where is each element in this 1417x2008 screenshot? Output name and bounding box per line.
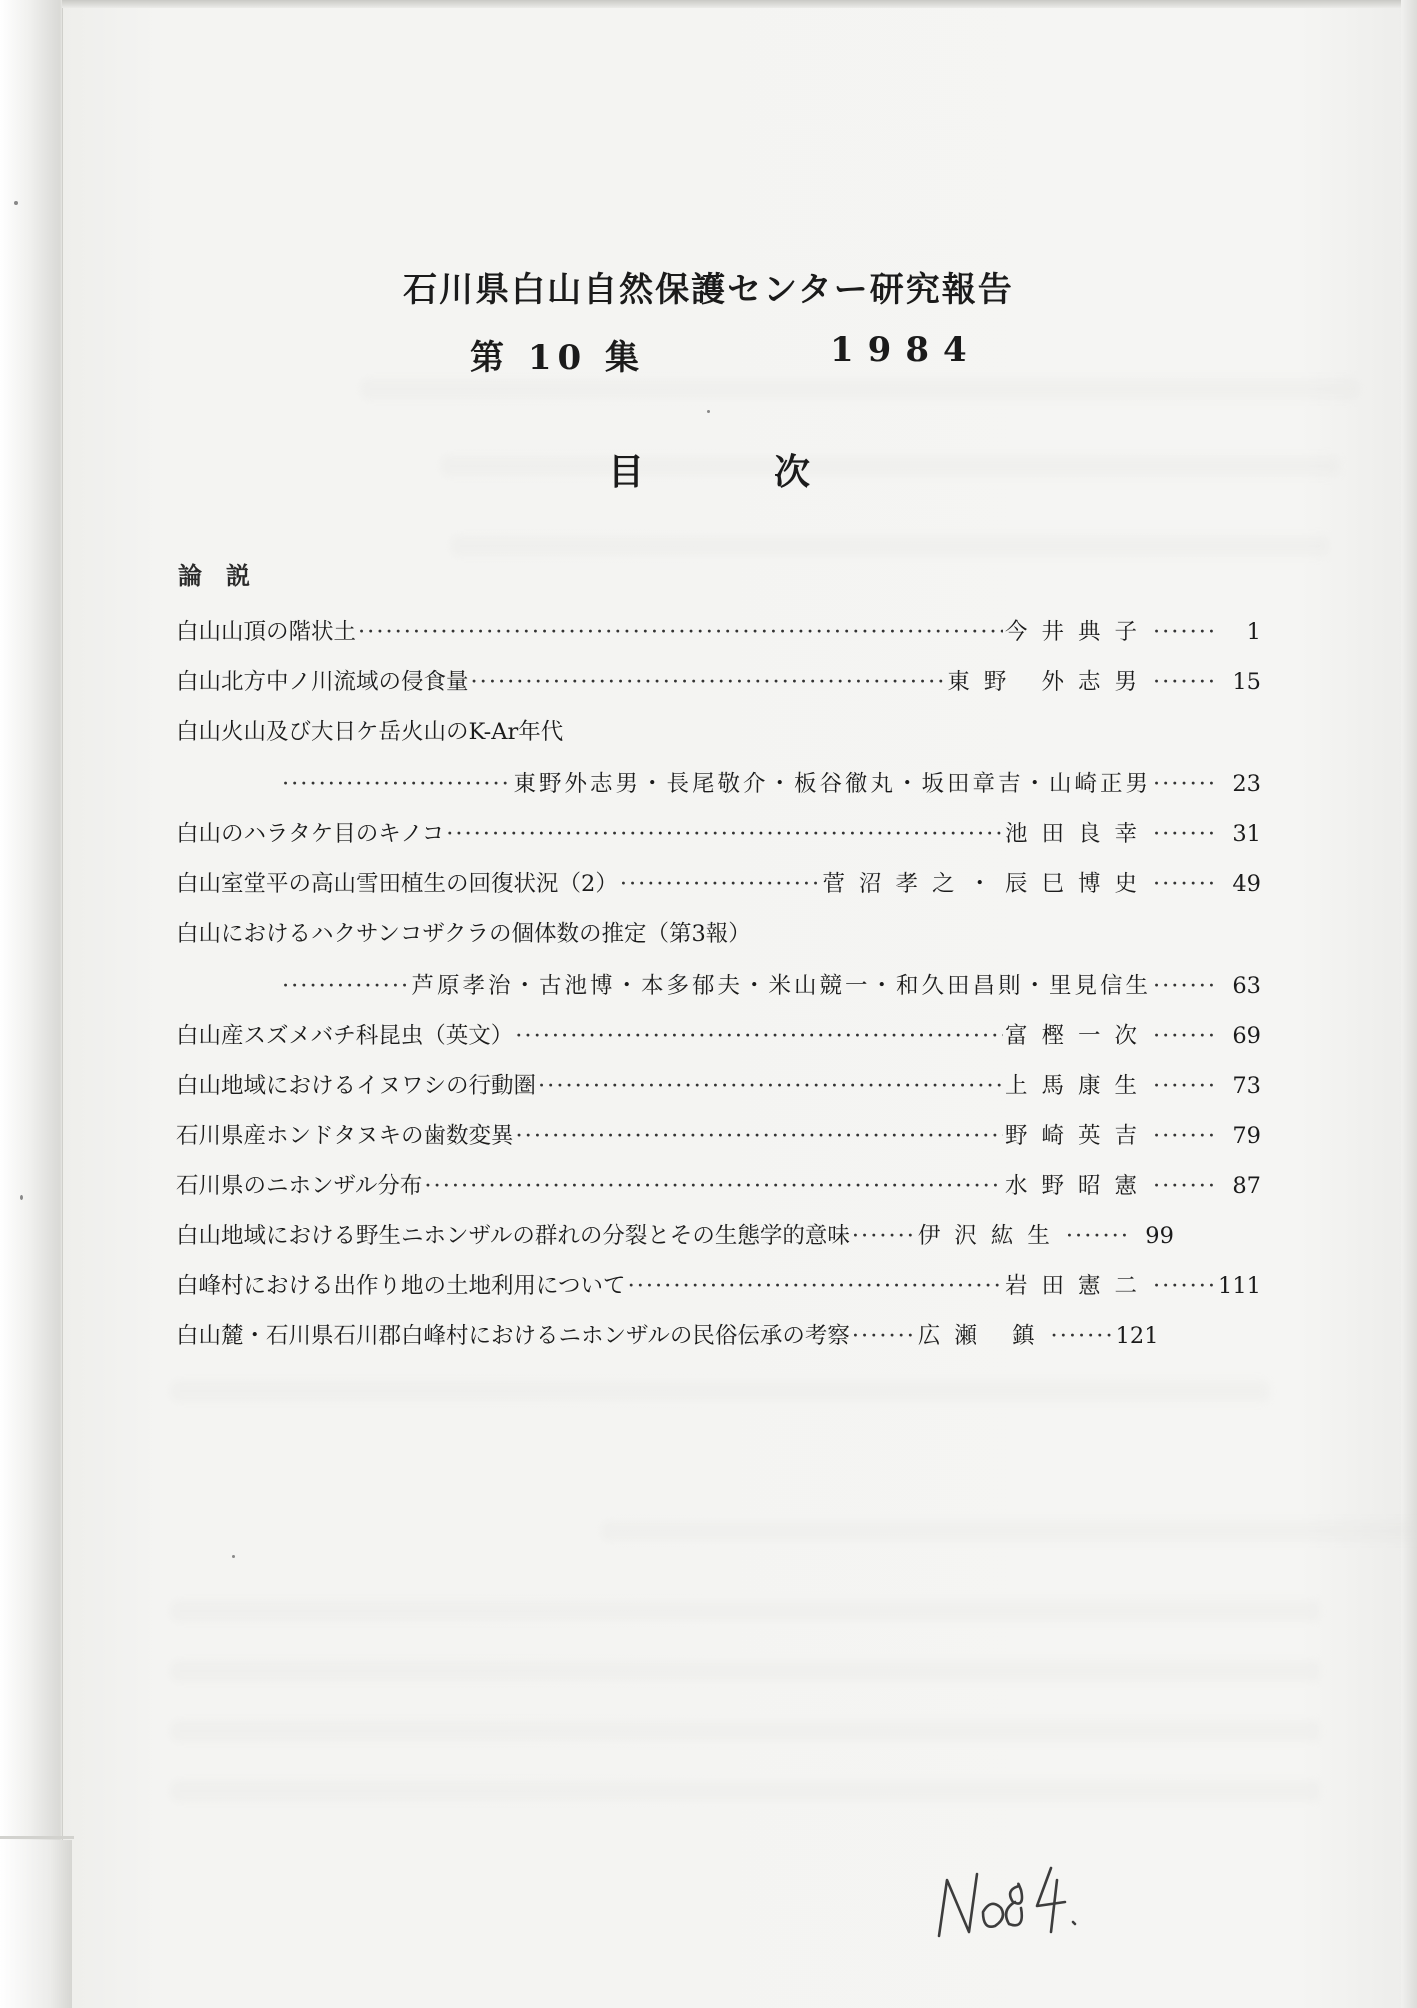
toc-leader-dots: [1153, 1123, 1213, 1149]
toc-leader-dots: [446, 821, 1003, 847]
toc-leader-dots: [1153, 771, 1213, 797]
toc-entry-page: 87: [1232, 1173, 1261, 1199]
toc-entry: [176, 1068, 1261, 1098]
toc-entry-authors: 水野昭憲: [1004, 1173, 1151, 1199]
dust-speck: [707, 410, 710, 413]
toc-entry-page: 23: [1232, 771, 1261, 797]
toc-entry: [280, 766, 1261, 796]
toc-leader-dots: [1153, 1023, 1213, 1049]
volume-year: 1984: [830, 330, 981, 370]
binding-edge-step: [0, 1836, 74, 1839]
show-through: [450, 535, 1330, 557]
toc-entry-authors: 今井典子: [1004, 619, 1151, 645]
toc-entry: [176, 1318, 1261, 1348]
toc-entry-title: 白山地域におけるイヌワシの行動圏: [176, 1073, 537, 1099]
toc-leader-dots: [515, 1023, 1003, 1049]
dust-speck: [14, 201, 18, 205]
toc-leader-dots: [1153, 619, 1213, 645]
toc-leader-dots: [628, 1273, 1003, 1299]
toc-entry-authors: 池田良幸: [1004, 821, 1151, 847]
toc-entry-authors: 芦原孝治・古池博・本多郁夫・米山競一・和久田昌則・里見信生: [411, 973, 1151, 999]
toc-entry-page: 15: [1232, 669, 1261, 695]
show-through: [170, 1600, 1320, 1622]
toc-entry-title: 白山山頂の階状土: [176, 619, 357, 645]
toc-leader-dots: [424, 1173, 1003, 1199]
section-label: 論説: [178, 561, 274, 590]
toc-entry-page: 73: [1232, 1073, 1261, 1099]
toc-entry-page: 121: [1115, 1323, 1159, 1349]
toc-leader-dots: [852, 1323, 916, 1349]
show-through: [170, 1780, 1320, 1802]
journal-title: 石川県白山自然保護センター研究報告: [403, 270, 1014, 310]
toc-heading: 目次: [608, 451, 941, 493]
toc-entry: [176, 1168, 1261, 1198]
toc-entry-title: 白山火山及び大日ケ岳火山のK-Ar年代: [176, 719, 564, 745]
toc-leader-dots: [538, 1073, 1003, 1099]
toc-leader-dots: [1153, 1073, 1213, 1099]
handwritten-note: [925, 1840, 1085, 1960]
toc-entry-page: 49: [1232, 871, 1261, 897]
toc-entry-title: 白山におけるハクサンコザクラの個体数の推定（第3報）: [176, 921, 751, 947]
toc-entry-page: 31: [1232, 821, 1261, 847]
toc-entry-title: 白山地域における野生ニホンザルの群れの分裂とその生態学的意味: [176, 1223, 850, 1249]
toc-entry: [280, 968, 1261, 998]
toc-entry: [176, 664, 1261, 694]
dust-speck: [20, 1195, 23, 1200]
dust-speck: [232, 1555, 235, 1558]
toc-entry-title: 石川県のニホンザル分布: [176, 1173, 423, 1199]
toc-leader-dots: [852, 1223, 916, 1249]
toc-entry-page: 69: [1232, 1023, 1261, 1049]
toc-entry-page: 79: [1232, 1123, 1261, 1149]
volume-label: 第 10 集: [470, 338, 645, 378]
toc-entry-title: 白山室堂平の高山雪田植生の回復状況（2）: [176, 871, 618, 897]
toc-leader-dots: [1051, 1323, 1111, 1349]
toc-entry-page: 99: [1145, 1223, 1174, 1249]
binding-edge-lower: [0, 1840, 72, 2008]
toc-entry-authors: 伊沢紘生: [917, 1223, 1064, 1249]
show-through: [600, 1520, 1417, 1542]
toc-leader-dots: [1153, 1273, 1213, 1299]
show-through: [170, 1660, 1320, 1682]
toc-leader-dots: [282, 771, 511, 797]
toc-entry-authors: 上馬康生: [1004, 1073, 1151, 1099]
show-through: [360, 378, 1360, 400]
toc-entry-authors: 富樫一次: [1004, 1023, 1151, 1049]
toc-entry-title: 白山麓・石川県石川郡白峰村におけるニホンザルの民俗伝承の考察: [176, 1323, 850, 1349]
top-edge-shadow: [62, 0, 1417, 8]
show-through: [170, 1380, 1270, 1402]
toc-leader-dots: [620, 871, 821, 897]
toc-leader-dots: [1153, 871, 1213, 897]
toc-entry: [176, 1268, 1261, 1298]
toc-entry-authors: 岩田憲二: [1004, 1273, 1151, 1299]
toc-entry-page: 63: [1232, 973, 1261, 999]
toc-entry-title: 白山のハラタケ目のキノコ: [176, 821, 445, 847]
toc-entry-title: 白峰村における出作り地の土地利用について: [176, 1273, 626, 1299]
toc-entry-page: 111: [1218, 1273, 1261, 1299]
toc-entry-authors: 東野 外志男: [947, 669, 1151, 695]
toc-entry-title: 白山北方中ノ川流域の侵食量: [176, 669, 469, 695]
toc-leader-dots: [1153, 821, 1213, 847]
toc-entry: [176, 1218, 1261, 1248]
toc-entry-authors: 野崎英吉: [1004, 1123, 1151, 1149]
toc-leader-dots: [1153, 1173, 1213, 1199]
toc-leader-dots: [471, 669, 946, 695]
toc-entry-page: 1: [1246, 619, 1261, 645]
toc-entry: [176, 1118, 1261, 1148]
toc-entry-authors: 菅沼孝之・辰巳博史: [822, 871, 1151, 897]
toc-entry-authors: 広瀬 鎮: [917, 1323, 1049, 1349]
toc-leader-dots: [1153, 973, 1213, 999]
toc-entry: [176, 816, 1261, 846]
toc-entry: [176, 1018, 1261, 1048]
toc-entry-title: 石川県産ホンドタヌキの歯数変異: [176, 1123, 514, 1149]
toc-leader-dots: [1066, 1223, 1126, 1249]
toc-entry: [176, 866, 1261, 896]
toc-leader-dots: [1153, 669, 1213, 695]
toc-entry-title: 白山産スズメバチ科昆虫（英文）: [176, 1023, 514, 1049]
toc-entry: [176, 614, 1261, 644]
toc-entry-authors: 東野外志男・長尾敬介・板谷徹丸・坂田章吉・山崎正男: [513, 771, 1151, 797]
toc-leader-dots: [516, 1123, 1003, 1149]
toc-leader-dots: [358, 619, 1003, 645]
toc-leader-dots: [282, 973, 409, 999]
show-through: [170, 1720, 1320, 1742]
